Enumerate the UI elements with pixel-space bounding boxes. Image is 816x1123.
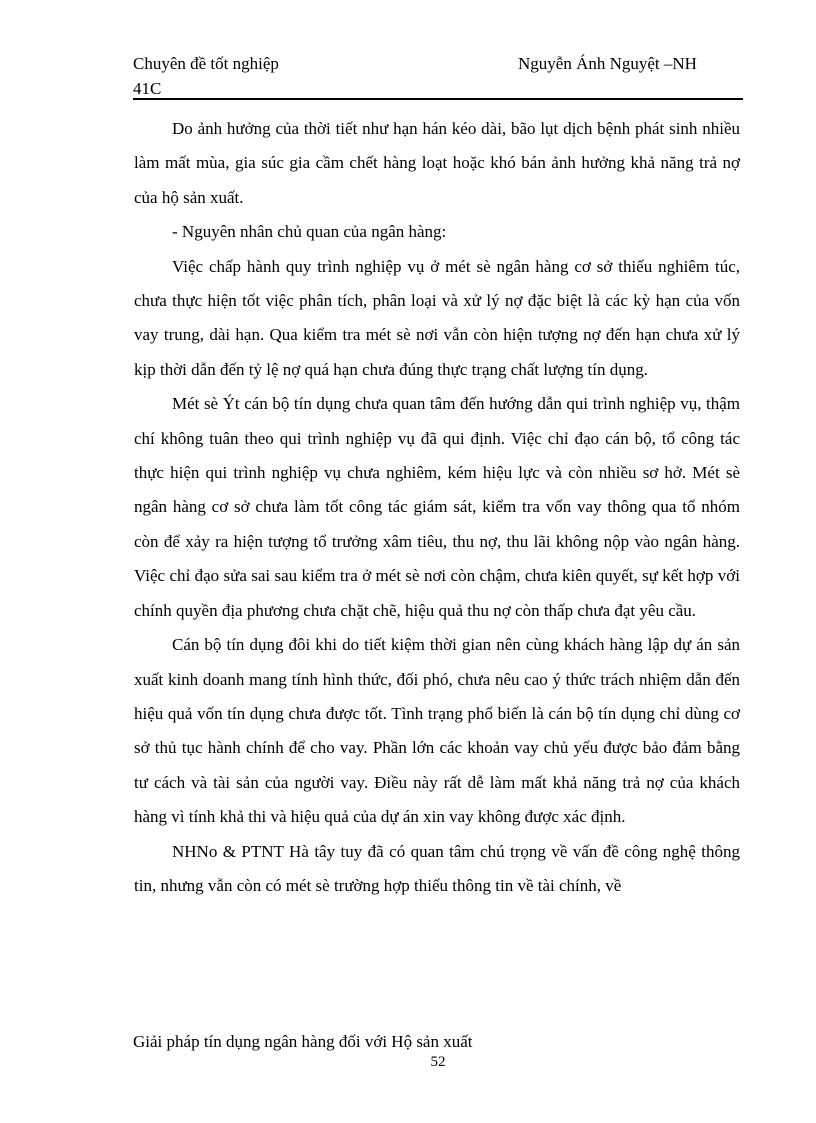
header-class-code: 41C: [133, 79, 162, 98]
paragraph: Do ảnh hưởng của thời tiết như hạn hán kéo dài, bão lụt dịch bệnh phát sinh nhiều làm mất mùa, gia súc gia cầm chết hàng loạt hoặc khó bán ảnh hưởng khả năng trả nợ của hộ sản xuất.: [134, 119, 740, 207]
page-number: 52: [430, 1054, 446, 1070]
paragraph: Cán bộ tín dụng đôi khi do tiết kiệm thời gian nên cùng khách hàng lập dự án sản xuất kinh doanh mang tính hình thức, đối phó, chưa nêu cao ý thức trách nhiệm dẫn đến hiệu quả vốn tín dụng chưa được tốt. Tình trạng phổ biến là cán bộ tín dụng chỉ dùng cơ sở thủ tục hành chính để cho vay. Phần lớn các khoản vay chủ yếu được bảo đảm bằng tư cách và tài sản của người vay. Điều này rất dễ làm mất khả năng trả nợ của khách hàng vì tính khả thi và hiệu quả của dự án xin vay không được xác định.: [134, 635, 740, 827]
paragraph: NHNo & PTNT Hà tây tuy đã có quan tâm chú trọng về vấn đề công nghệ thông tin, nhưng vẫn còn có mét sè trường hợp thiếu thông tin về tài chính, về: [134, 841, 740, 895]
footer-title: Giải pháp tín dụng ngân hàng đối với Hộ sản xuất: [133, 1032, 473, 1051]
header-divider: [133, 98, 743, 100]
header-author: Nguyễn Ánh Nguyệt –NH: [518, 54, 697, 73]
page-header: [133, 52, 743, 100]
header-document-type: Chuyên đề tốt nghiệp: [133, 54, 279, 73]
paragraph: - Nguyên nhân chủ quan của ngân hàng:: [172, 222, 447, 242]
paragraph: Việc chấp hành quy trình nghiệp vụ ở mét sè ngân hàng cơ sở thiếu nghiêm túc, chưa thực hiện tốt việc phân tích, phân loại và xử lý nợ đặc biệt là các kỳ hạn của vốn vay trung, dài hạn. Qua kiểm tra mét sè nơi vẫn còn hiện tượng nợ đến hạn chưa xử lý kịp thời dẫn đến tỷ lệ nợ quá hạn chưa đúng thực trạng chất lượng tín dụng.: [134, 256, 740, 379]
paragraph: Mét sè Ýt cán bộ tín dụng chưa quan tâm đến hướng dẫn qui trình nghiệp vụ, thậm chí không tuân theo qui trình nghiệp vụ đã qui định. Việc chỉ đạo cán bộ, tổ công tác thực hiện qui trình nghiệp vụ chưa nghiêm, kém hiệu lực và còn nhiều sơ hở. Mét sè ngân hàng cơ sở chưa làm tốt công tác giám sát, kiểm tra vốn vay thông qua tổ nhóm còn để xảy ra hiện tượng tổ trưởng xâm tiêu, thu nợ, thu lãi không nộp vào ngân hàng. Việc chỉ đạo sửa sai sau kiểm tra ở mét sè nơi còn chậm, chưa kiên quyết, sự kết hợp với chính quyền địa phương chưa chặt chẽ, hiệu quả thu nợ còn thấp chưa đạt yêu cầu.: [134, 394, 740, 620]
body-text: [134, 112, 740, 903]
